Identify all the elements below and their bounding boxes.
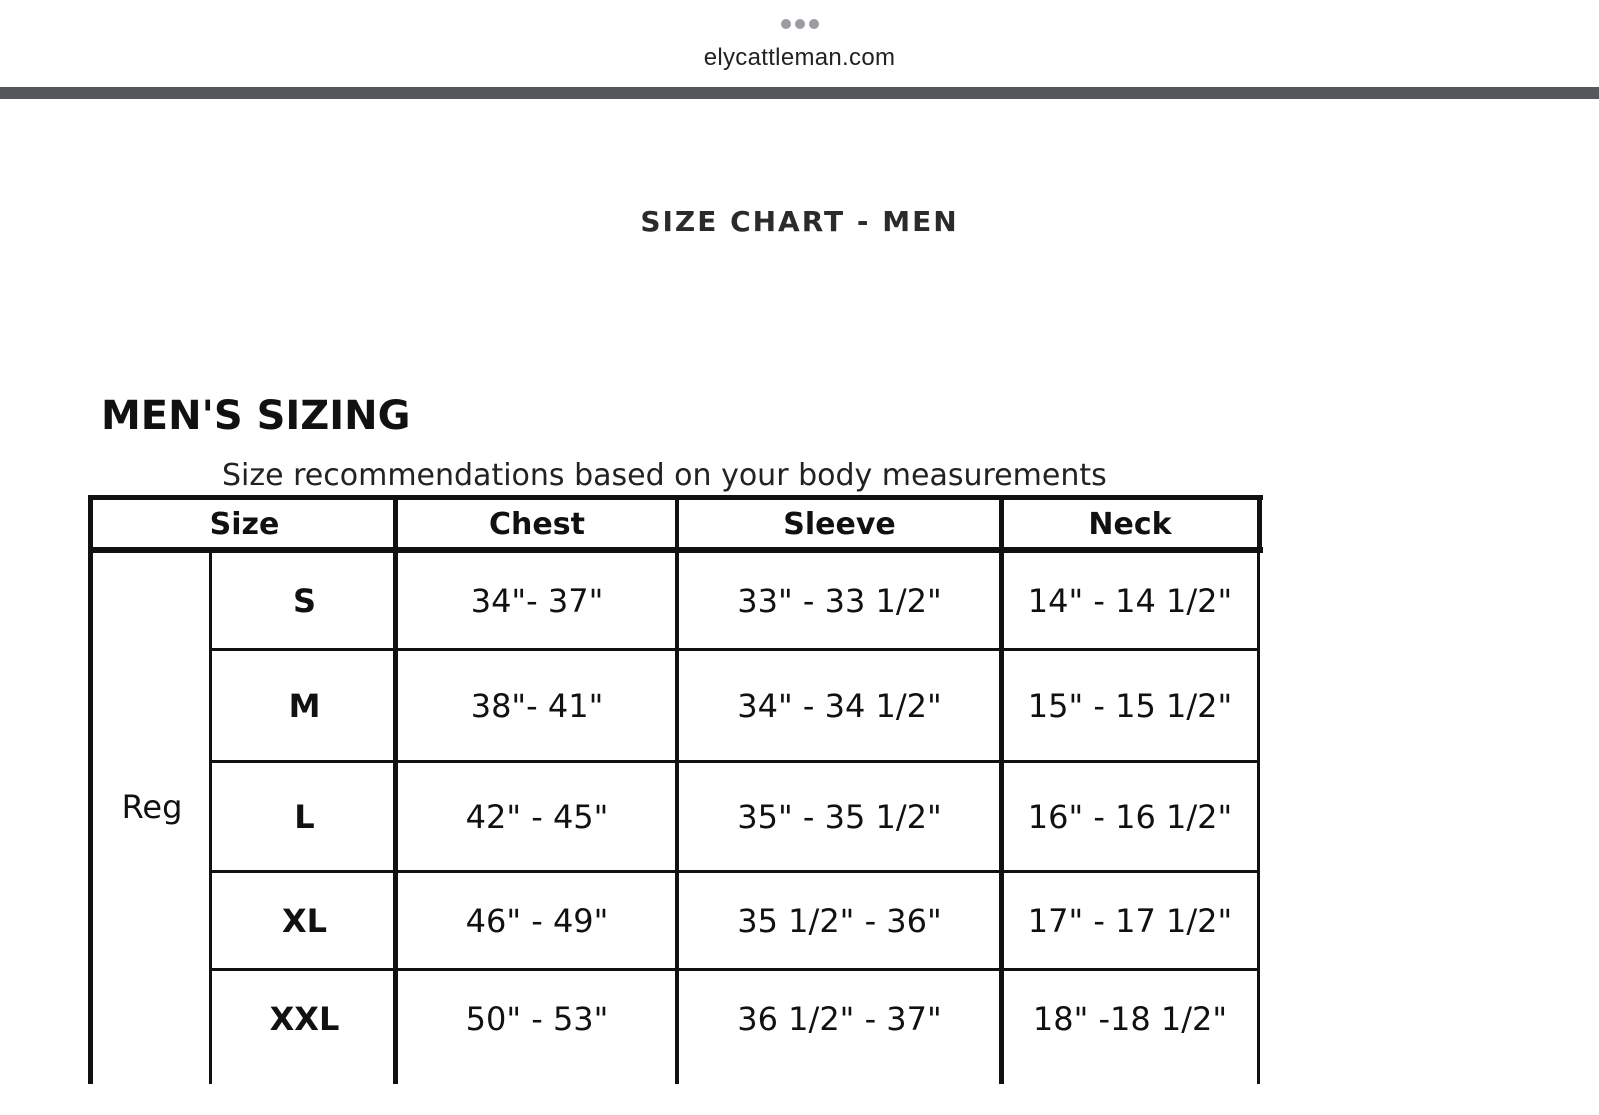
row-divider [209,648,1260,651]
table-row-sleeve: 35 1/2" - 36" [737,902,942,940]
column-divider [675,495,679,1084]
column-header-size: Size [209,506,280,542]
more-options-icon[interactable] [0,16,1599,30]
column-divider [999,495,1004,1084]
table-row-neck: 14" - 14 1/2" [1027,582,1233,620]
row-divider [209,870,1260,873]
column-divider [209,552,212,1084]
table-row-chest: 50" - 53" [465,1000,609,1038]
table-row-neck: 17" - 17 1/2" [1027,902,1233,940]
size-chart-subtitle: Size recommendations based on your body measurements [222,458,1107,493]
size-chart-table [88,495,1288,1115]
row-divider [209,760,1260,763]
table-row-chest: 34"- 37" [470,582,604,620]
browser-toolbar-strip [0,87,1599,99]
page-title: SIZE CHART - MEN [640,205,959,238]
row-divider [209,968,1260,971]
column-header-neck: Neck [1088,506,1172,542]
table-row-sleeve: 34" - 34 1/2" [737,687,942,725]
table-row-size: M [288,687,321,725]
table-border-right [1257,495,1262,553]
column-header-chest: Chest [489,506,585,542]
browser-top-bar [0,0,1599,88]
table-row-size: S [292,582,317,620]
table-row-sleeve: 33" - 33 1/2" [737,582,942,620]
table-border-right [1257,553,1260,1084]
table-row-sleeve: 36 1/2" - 37" [737,1000,942,1038]
table-row-chest: 38"- 41" [470,687,604,725]
size-chart-title: MEN'S SIZING [101,393,411,439]
column-header-sleeve: Sleeve [783,506,896,542]
table-row-chest: 46" - 49" [465,902,609,940]
table-row-size: XXL [269,1000,340,1038]
table-row-chest: 42" - 45" [465,798,609,836]
table-border-left [88,495,93,1084]
column-divider [393,495,398,1084]
table-row-neck: 18" -18 1/2" [1032,1000,1228,1038]
table-row-neck: 16" - 16 1/2" [1027,798,1233,836]
table-row-sleeve: 35" - 35 1/2" [737,798,942,836]
table-row-size: L [294,798,315,836]
url-label[interactable]: elycattleman.com [703,44,896,71]
table-row-neck: 15" - 15 1/2" [1027,687,1233,725]
table-row-size: XL [281,902,328,940]
size-group-label: Reg [121,788,183,826]
